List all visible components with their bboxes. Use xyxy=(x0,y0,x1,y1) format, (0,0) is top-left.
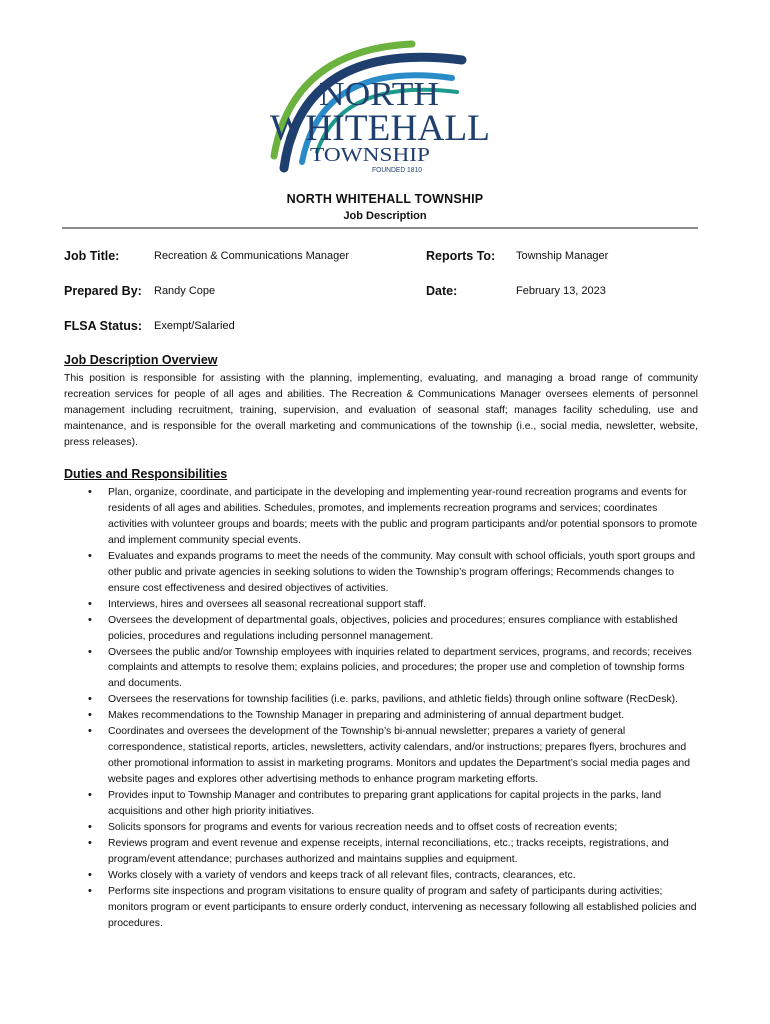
reports-to-label: Reports To: xyxy=(426,249,496,263)
list-item: • Performs site inspections and program visitations to ensure quality of program and safety of participants during activities; monitors program or event participants to ensure orderly conduct, intervening as necessary following all established policies and procedures. xyxy=(64,884,698,932)
header-divider xyxy=(62,227,698,229)
logo-line-founded: FOUNDED 1810 xyxy=(372,167,423,174)
list-item: • Oversees the public and/or Township employees with inquiries related to department services, programs, and records; receives complaints and attempts to resolve them; explains policies, and procedures; the proper use and completion of township forms and documents. xyxy=(64,645,698,693)
list-item: • Works closely with a variety of vendors and keeps track of all relevant files, contracts, clearances, etc. xyxy=(64,868,698,884)
list-item: • Oversees the reservations for township facilities (i.e. parks, pavilions, and athletic fields) through online software (RecDesk). xyxy=(64,692,698,708)
list-item: • Reviews program and event revenue and expense receipts, internal reconciliations, etc.; tracks receipts, registrations, and program/event attendance; purchases authorized and maintains supplies and equipment. xyxy=(64,836,698,868)
prepared-by-value: Randy Cope xyxy=(154,285,216,297)
flsa-status-value: Exempt/Salaried xyxy=(154,320,235,332)
list-item: • Evaluates and expands programs to meet the needs of the community. May consult with school officials, youth sport groups and other public and private agencies in seeking solutions to widen the Township’s program offerings; Recommends changes to ensure cost effectiveness and desired objectives of activities. xyxy=(64,549,698,597)
list-item: • Coordinates and oversees the development of the Township’s bi-annual newsletter; prepares a variety of general correspondence, statistical reports, articles, newsletters, activity calendars, and/or instructions; prepares flyers, brochures and other promotional information to assist in marketing programs. Monitors and updates the Department’s social media pages and website pages and explores other advertising methods to enhance program marketing efforts. xyxy=(64,724,698,788)
township-logo xyxy=(262,30,502,180)
job-title-value: Recreation & Communications Manager xyxy=(154,250,350,262)
document-subtitle: Job Description xyxy=(343,210,427,222)
logo-line-township: TOWNSHIP xyxy=(310,144,430,166)
date-label: Date: xyxy=(426,284,458,298)
document-title: NORTH WHITEHALL TOWNSHIP xyxy=(286,192,484,206)
list-item: • Solicits sponsors for programs and events for various recreation needs and to offset costs of recreation events; xyxy=(64,820,698,836)
duties-heading: Duties and Responsibilities xyxy=(64,467,228,481)
flsa-status-label: FLSA Status: xyxy=(64,319,143,333)
overview-heading: Job Description Overview xyxy=(64,353,218,367)
list-item: • Plan, organize, coordinate, and participate in the developing and implementing year-round recreation programs and events for residents of all ages and abilities. Schedules, promotes, and implements recreation programs and services; coordinates activities with volunteer groups and boards; meets with the public and program participants and/or potential sponsors to promote and implement community special events. xyxy=(64,485,698,549)
list-item: • Oversees the development of departmental goals, objectives, policies and procedures; ensures compliance with established policies, procedures and regulations including personnel management. xyxy=(64,613,698,645)
date-value: February 13, 2023 xyxy=(516,285,606,297)
list-item: • Makes recommendations to the Township Manager in preparing and administering of annual department budget. xyxy=(64,708,698,724)
logo-line-north: NORTH xyxy=(319,76,439,113)
prepared-by-label: Prepared By: xyxy=(64,284,142,298)
reports-to-value: Township Manager xyxy=(516,250,609,262)
township-logo-graphic xyxy=(262,30,502,180)
list-item: • Interviews, hires and oversees all seasonal recreational support staff. xyxy=(64,597,698,613)
overview-text: This position is responsible for assisting with the planning, implementing, evaluating, and managing a broad range of community recreation services for people of all ages and abilities. The Recreation & Communications Manager oversees elements of personnel management including recruitment, training, supervision, and evaluation of seasonal staff; manages facility scheduling, use and maintenance, and is responsible for the overall marketing and communications of the township (i.e., social media, newsletter, website, press releases). xyxy=(64,373,698,448)
logo-line-whitehall: WHITEHALL xyxy=(270,108,490,149)
list-item: • Provides input to Township Manager and contributes to preparing grant applications for capital projects in the parks, land acquisitions and other high priority initiatives. xyxy=(64,788,698,820)
job-title-label: Job Title: xyxy=(64,249,120,263)
duties-list xyxy=(64,485,698,932)
